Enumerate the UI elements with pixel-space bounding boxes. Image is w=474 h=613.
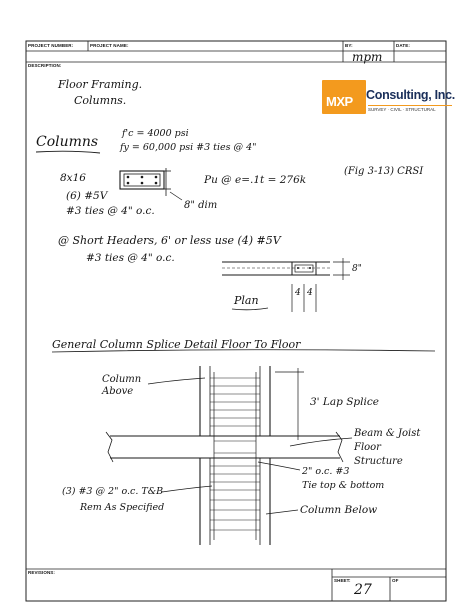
company-name: Consulting, Inc. (366, 88, 455, 102)
description-line-1: Floor Framing. (58, 78, 143, 91)
by-label: BY: (345, 43, 353, 48)
revisions-label: REVISIONS: (28, 570, 56, 575)
bottom-ties-note-1: (3) #3 @ 2" o.c. T&B (62, 486, 164, 497)
company-logo (322, 74, 460, 126)
logo-rule (368, 105, 452, 106)
sheet-number: 27 (354, 582, 372, 598)
project-name-label: PROJECT NAME: (90, 43, 129, 48)
beam-joist-label-1: Beam & Joist (354, 428, 421, 439)
section-dimension: 8" dim (184, 200, 218, 211)
plan-depth: 8" (352, 264, 362, 274)
date-label: DATE: (396, 43, 410, 48)
tie-note-1: 2" o.c. #3 (302, 466, 350, 477)
column-above-label: Column Above (102, 374, 142, 397)
tie-spacing: #3 ties @ 4" o.c. (66, 205, 155, 217)
company-tagline: SURVEY · CIVIL · STRUCTURAL (368, 107, 436, 112)
column-below-label: Column Below (300, 504, 378, 516)
short-headers-ties: #3 ties @ 4" o.c. (86, 252, 175, 264)
tie-note-2: Tie top & bottom (302, 480, 385, 491)
bottom-ties-note-2: Rem As Specified (80, 502, 165, 513)
lap-splice-label: 3' Lap Splice (310, 396, 379, 408)
by-value: mpm (352, 50, 383, 64)
steel-yield: fy = 60,000 psi #3 ties @ 4" (120, 142, 257, 153)
logo-mark-text: MXP (326, 94, 353, 109)
of-label: OF (392, 578, 399, 583)
reference: (Fig 3-13) CRSI (344, 166, 424, 177)
plan-label: Plan (234, 294, 259, 307)
short-headers-note: @ Short Headers, 6' or less use (4) #5V (58, 234, 281, 247)
plan-dimension-2: 4 (307, 288, 313, 298)
sheet-label: SHEET: (334, 578, 351, 583)
logo-mark (322, 80, 366, 114)
axial-capacity: Pu @ e=.1t = 276k (204, 174, 307, 186)
column-size: 8x16 (60, 172, 86, 184)
description-line-2: Columns. (74, 94, 127, 107)
beam-joist-label-3: Structure (354, 456, 403, 467)
detail-title: General Column Splice Detail Floor To Floor (52, 338, 301, 351)
project-number-label: PROJECT NUMBER: (28, 43, 74, 48)
concrete-strength: f'c = 4000 psi (122, 128, 189, 139)
plan-dimension-1: 4 (295, 288, 301, 298)
description-label: DESCRIPTION: (28, 63, 62, 68)
vertical-bars: (6) #5V (66, 190, 108, 202)
beam-joist-label-2: Floor (354, 442, 381, 453)
columns-heading: Columns (36, 134, 99, 150)
